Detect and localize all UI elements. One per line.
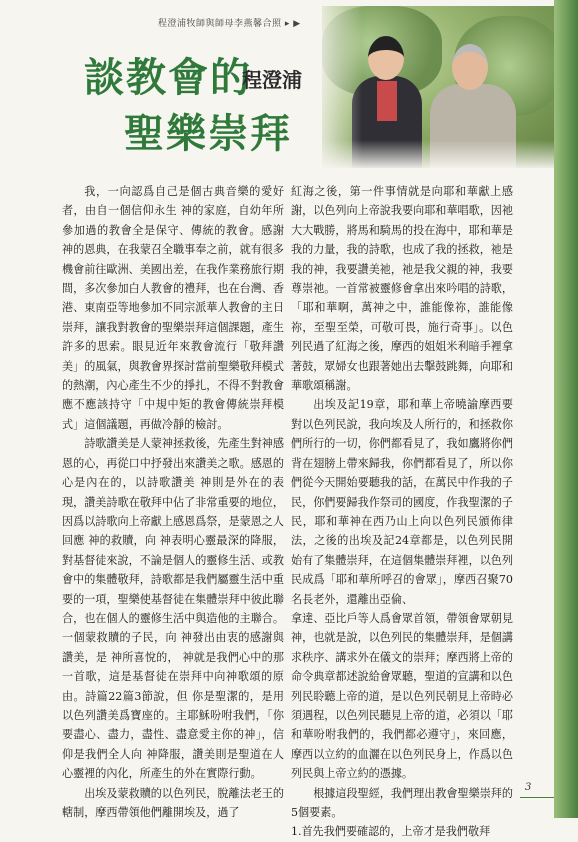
paragraph: 詩歌讚美是人蒙神拯救後，先產生對神感恩的心，再從口中抒發出來讚美之歌。感恩的心是內在的，以詩歌讚美 神則是外在的表現，讚美詩歌在敬拜中佔了非常重要的地位，因爲以詩歌向上帝獻上感恩爲祭，是蒙恩之人回應 神的救贖，向 神表明心靈最深的降服，對基督徒來說，不論是個人的靈修生活、或教會中的集體敬拜，詩歌都是我們屬靈生活中重要的一項，聖樂使基督徒在集體崇拜中彼此聯合，也在個人的靈修生活中與造他的主聯合。一個蒙救贖的子民，向 神發出由衷的感謝與讚美，是 神所喜悅的， 神就是我們心中的那一首歌，這是基督徒在崇拜中向神歌頌的原由。詩篇22篇3節說，但 你是聖潔的，是用以色列讚美爲寶座的。主耶穌吩咐我們，「你要盡心、盡力，盡性、盡意愛主你的神」，信仰是我們全人向 神降服，讚美則是聖道在人心靈裡的內化，所產生的外在實際行動。 <box>62 437 284 781</box>
photo-fade-bottom <box>322 140 554 170</box>
decorative-side-band <box>554 0 578 818</box>
paragraph: 我，一向認爲自己是個古典音樂的愛好者，由自一個信仰永生 神的家庭，自幼年所參加過的教會全是保守、傳統的教會。感謝 神的恩典，在我蒙召全職事奉之前，就有很多機會前往歐洲、美國出差，在我作業務旅行期間，多次參加白人教會的禮拜，也在台灣、香港、東南亞等地參加不同宗派華人教會的主日崇拜，讓我對教會的聖樂崇拜這個課題，產生許多的思索。眼見近年來教會流行「敬拜讚美」的風氣，與教會界探討當前聖樂敬拜模式的熱潮，內心產生不少的掙扎，不得不對教會應不應該持守「中規中矩的教會傳統崇拜模式」這個議題，再做冷靜的檢討。 <box>62 185 284 431</box>
article-title-line1: 談教會的 <box>84 55 252 101</box>
photo-credit: 程澄浦牧師與師母李燕馨合照 ▸ ▶ <box>158 19 301 29</box>
paragraph: 出埃及蒙救贖的以色列民，脫離法老王的轄制，摩西帶領他們離開埃及，過了 <box>62 786 284 819</box>
photo-woman-shirt <box>377 81 397 121</box>
paragraph: 拿達、亞比戶等人爲會眾首領，帶領會眾朝見 神，也就是說，以色列民的集體崇拜，是個講求秩序、講求外在儀文的崇拜；摩西將上帝的命令典章都述說給會眾聽，聖道的宣講和以色列民聆聽上帝的道，是以色列民朝見上帝時必須遇程，以色列民聽見上帝的道，必須以「耶和華吩咐我們的，我們都必遵守」，來回應，摩西以立約的血灑在以色列民身上，作爲以色列民與上帝立約的憑據。 <box>291 611 513 781</box>
body-column-right <box>291 182 513 842</box>
article-author: 程澄浦 <box>242 68 302 92</box>
paragraph: 出埃及記19章，耶和華上帝曉諭摩西要對以色列民說，我向埃及人所行的，和拯救你們所行的一切，你們都看見了，我如鷹將你們背在翅膀上帶來歸我，你們都看見了，所以你們從今天開始要聽我的話，在萬民中作我的子民，你們要歸我作祭司的國度，作我聖潔的子民，耶和華神在西乃山上向以色列民頒佈律法，之後的出埃及記24章都是，以色列民開始有了集體崇拜，在這個集體崇拜裡，以色列民成爲「耶和華所呼召的會眾」，摩西召聚70名長老外，還離出亞倫、 <box>291 398 513 606</box>
article-title-line2: 聖樂崇拜 <box>124 111 292 157</box>
photo-man-head <box>452 44 488 90</box>
page-number: 3 <box>525 782 532 793</box>
paragraph: 紅海之後，第一件事情就是向耶和華獻上感謝，以色列向上帝說我要向耶和華唱歌，因祂大大戰勝，將馬和騎馬的投在海中，耶和華是我的力量，我的詩歌，也成了我的拯救，祂是我的神，我要讚美祂，祂是我父親的神，我要尊崇祂。一首常被靈修會拿出來吟唱的詩歌，「耶和華啊，萬神之中，誰能像祢，誰能像祢，至聖至榮，可敬可畏，施行奇事」。以色列民過了紅海之後，摩西的姐姐米利暗手裡拿著鼓，眾婦女也跟著她出去擊鼓跳舞，向耶和華歌頌稱謝。 <box>291 185 513 393</box>
paragraph: 根據這段聖經，我們理出教會聖樂崇拜的5個要素。 <box>291 786 513 819</box>
photo-woman-head <box>368 36 404 80</box>
footer-rule <box>520 797 554 798</box>
body-column-left <box>62 182 284 822</box>
paragraph: 1.首先我們要確認的，上帝才是我們敬拜 <box>291 825 491 839</box>
